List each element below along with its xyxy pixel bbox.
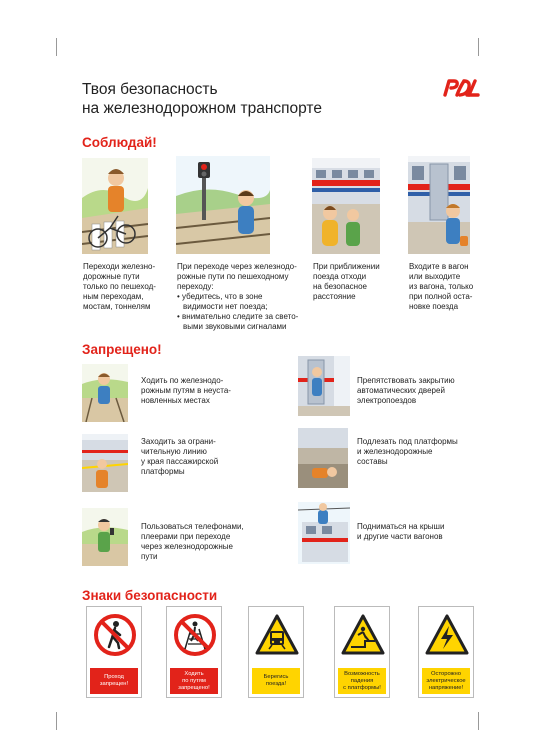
section-heading-observe: Соблюдай! [82, 135, 157, 150]
illustration-traffic-light-crossing [176, 156, 270, 254]
caption-line: При приближении [313, 262, 380, 271]
crop-mark [56, 712, 57, 730]
sign-label-line: поезда! [265, 681, 287, 687]
sign-label-line: Ходить [184, 670, 204, 677]
caption-line: только по пешеход- [83, 282, 156, 291]
caption-forbidden-6 [356, 522, 486, 542]
caption-line: у края пассажирской [141, 457, 219, 466]
caption-line: или выходите [409, 272, 461, 281]
caption-line: рожные пути по пешеходному [177, 272, 289, 281]
caption-line: через железнодорожные [141, 542, 233, 551]
section-heading-signs: Знаки безопасности [82, 588, 218, 603]
sign-label [170, 668, 218, 694]
caption-line: переходу: [177, 282, 214, 291]
caption-line: дорожные пути [83, 272, 140, 281]
caption-line: Ходить по железнодо- [141, 376, 224, 385]
caption-observe-4 [408, 262, 488, 312]
illustration-train-approaching [312, 158, 380, 254]
caption-line: Переходи железно- [83, 262, 156, 271]
caption-line: выми звуковыми сигналами [183, 322, 287, 331]
caption-line: рожным путям в неуста- [141, 386, 231, 395]
caption-line: плеерами при переходе [141, 532, 231, 541]
caption-line: видимости нет поезда; [183, 302, 268, 311]
illustration-under-platform [298, 428, 348, 488]
caption-line: и железнодорожные [357, 447, 433, 456]
sign-label-line: с платформы! [343, 684, 381, 691]
caption-line: электропоездов [357, 396, 417, 405]
caption-line: Входите в вагон [409, 262, 469, 271]
caption-forbidden-4 [356, 437, 486, 467]
sign-label-line: Берегись [263, 674, 289, 680]
caption-observe-1 [82, 262, 172, 312]
platform-fall-warning-icon [341, 613, 385, 657]
caption-line: на безопасное [313, 282, 367, 291]
sign-label-line: Возможность [344, 670, 380, 677]
caption-line: Заходить за ограни- [141, 437, 216, 446]
caption-line: и другие части вагонов [357, 532, 443, 541]
sign-high-voltage [418, 606, 474, 698]
caption-line: мостам, тоннелям [83, 302, 151, 311]
caption-line: расстояние [313, 292, 356, 301]
crop-mark [478, 38, 479, 56]
caption-line: Подлезать под платформы [357, 437, 458, 446]
sign-label [90, 668, 138, 694]
caption-line: платформы [141, 467, 185, 476]
caption-forbidden-2 [356, 376, 486, 406]
caption-forbidden-1 [140, 376, 270, 406]
no-pedestrian-icon [93, 613, 137, 657]
caption-line: новленных местах [141, 396, 210, 405]
sign-label-line: запрещен! [99, 681, 129, 687]
caption-line: ным переходам, [83, 292, 144, 301]
caption-bullet: • внимательно следите за свето- [177, 312, 299, 321]
caption-observe-2 [176, 262, 306, 332]
caption-line: при полной оста- [409, 292, 473, 301]
rzd-logo [440, 76, 480, 98]
caption-line: Подниматься на крыши [357, 522, 445, 531]
illustration-blocking-doors [298, 356, 350, 416]
sign-label [422, 668, 470, 694]
crop-mark [478, 712, 479, 730]
crop-mark [56, 38, 57, 56]
caption-line: Препятствовать закрытию [357, 376, 455, 385]
illustration-boarding-train [408, 156, 470, 254]
high-voltage-icon [425, 613, 469, 657]
caption-line: При переходе через железнодо- [177, 262, 297, 271]
sign-label-line: запрещено! [178, 684, 210, 691]
sign-no-walking-on-tracks [166, 606, 222, 698]
caption-line: Пользоваться телефонами, [141, 522, 244, 531]
caption-line: чительную линию [141, 447, 207, 456]
sign-label-line: падения [350, 677, 374, 684]
sign-label-line: по путям [182, 677, 206, 684]
illustration-climbing-on-roof [298, 502, 350, 564]
illustration-walking-on-tracks [82, 364, 128, 422]
caption-line: составы [357, 457, 388, 466]
sign-platform-fall-warning [334, 606, 390, 698]
illustration-phone-on-tracks [82, 508, 128, 566]
caption-line: из вагона, только [409, 282, 474, 291]
page-title [82, 80, 322, 118]
title-line-2: на железнодорожном транспорте [82, 100, 322, 117]
sign-label-line: электрическое [426, 677, 466, 684]
no-walking-on-tracks-icon [173, 613, 217, 657]
caption-forbidden-3 [140, 437, 270, 477]
sign-train-warning [248, 606, 304, 698]
sign-label [338, 668, 386, 694]
section-heading-forbidden: Запрещено! [82, 342, 162, 357]
sign-label [252, 668, 300, 694]
caption-line: новке поезда [409, 302, 459, 311]
caption-forbidden-5 [140, 522, 270, 562]
caption-line: пути [141, 552, 158, 561]
sign-no-pedestrian [86, 606, 142, 698]
caption-line: автоматических дверей [357, 386, 445, 395]
sign-label-line: Осторожно [431, 670, 461, 677]
sign-label-line: напряжение! [428, 684, 464, 691]
caption-line: поезда отходи [313, 272, 367, 281]
title-line-1: Твоя безопасность [82, 81, 218, 98]
caption-bullet: • убедитесь, что в зоне [177, 292, 263, 301]
caption-observe-3 [312, 262, 402, 302]
illustration-cyclist-crossing [82, 158, 148, 254]
sign-label-line: Проход [104, 674, 124, 680]
illustration-crossing-platform-line [82, 434, 128, 492]
train-warning-icon [255, 613, 299, 657]
